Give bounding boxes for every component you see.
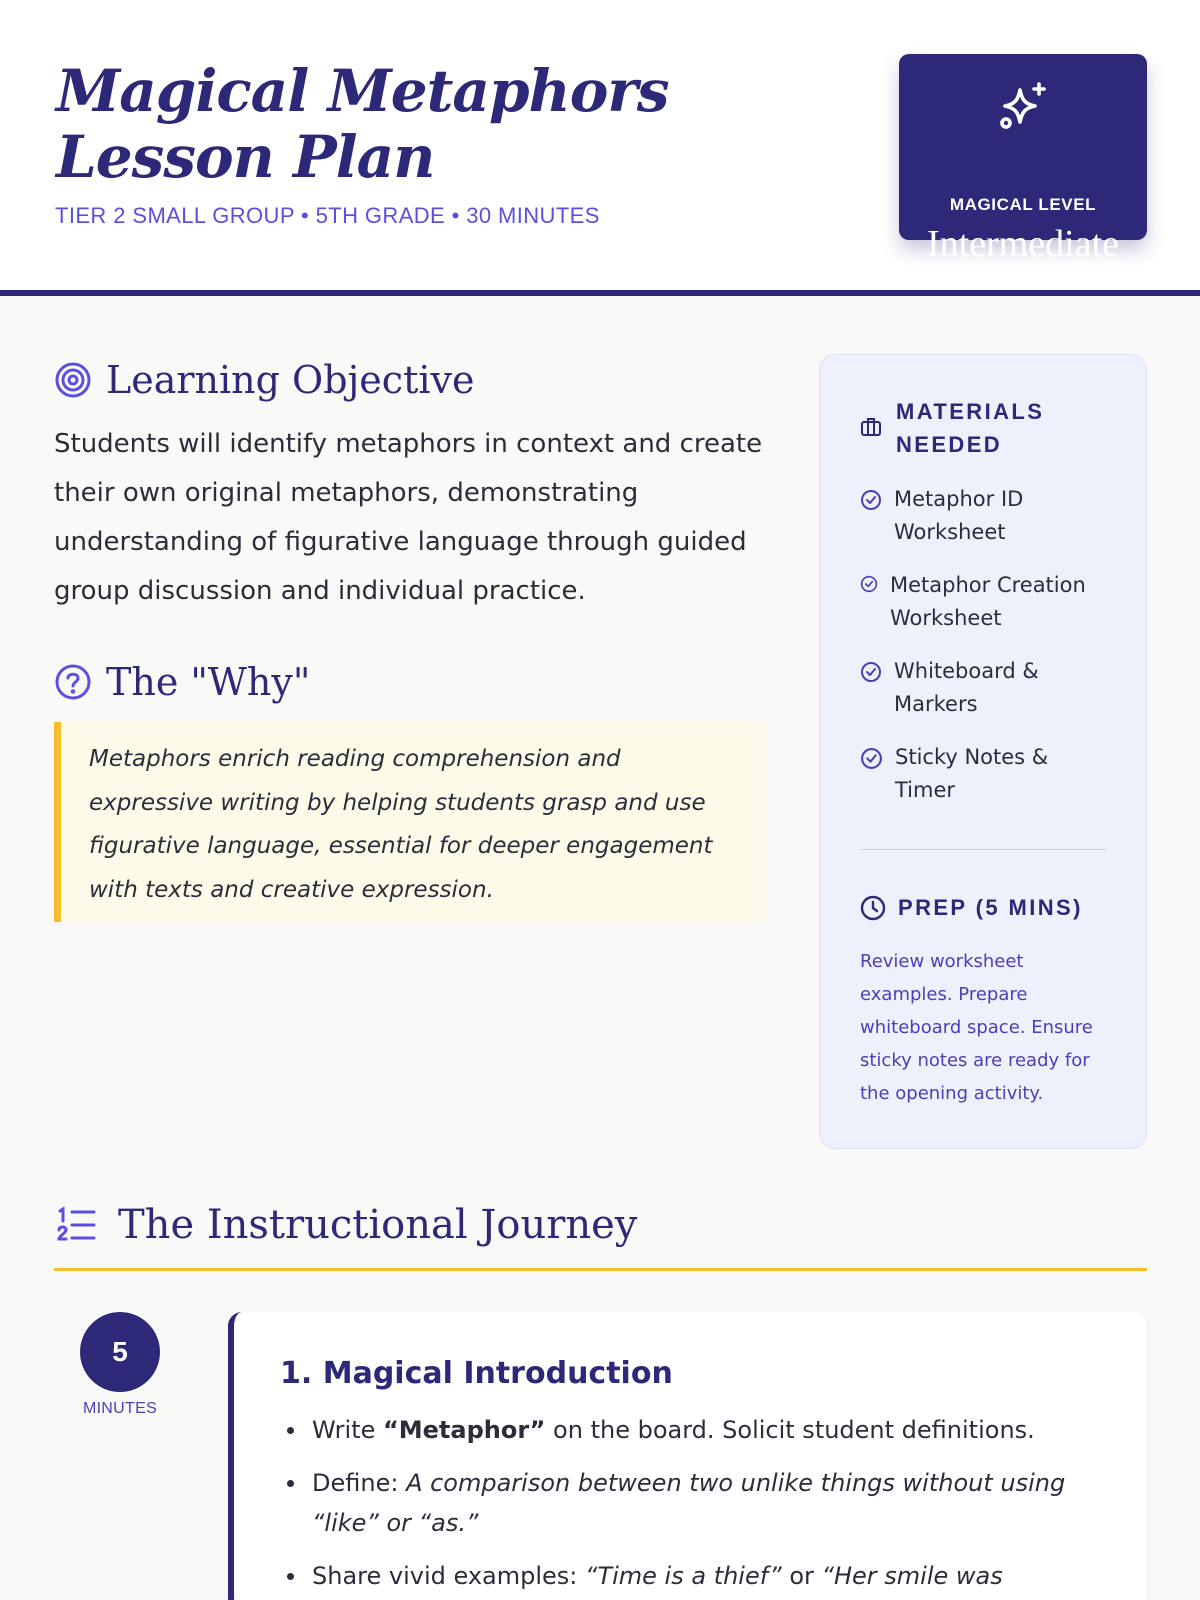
objective-heading-text: Learning Objective (106, 358, 475, 402)
objective-heading (54, 358, 474, 402)
journey-divider (54, 1268, 1147, 1271)
bullet-text: or (781, 1562, 822, 1590)
material-item (860, 569, 1110, 635)
bullet-text: Define: (312, 1469, 407, 1497)
briefcase-icon (860, 416, 882, 438)
why-callout (54, 722, 766, 922)
step-bullet (280, 1556, 1120, 1596)
sparkles-icon (995, 78, 1051, 134)
step-minutes-badge (80, 1312, 160, 1392)
materials-sidebar (819, 354, 1147, 1149)
objective-text: Students will identify metaphors in context and create their own original metaphors, demonstrating understanding of figurative language through guided group discussion and individual practice. (54, 429, 763, 606)
page-title: Magical Metaphors Lesson Plan (56, 57, 669, 191)
why-heading (54, 660, 310, 704)
step-bullet (280, 1463, 1120, 1543)
journey-heading (54, 1202, 637, 1248)
bullet-example: “Time is a thief” (585, 1562, 782, 1590)
sidebar-divider (860, 849, 1106, 850)
why-text: Metaphors enrich reading comprehension and expressive writing by helping students grasp and use figurative language, essential for deeper engagement with texts and creative expression. (89, 746, 713, 903)
material-item-label: Metaphor Creation Worksheet (890, 573, 1086, 630)
material-item (860, 741, 1075, 807)
check-circle-icon (860, 661, 882, 683)
prep-text: Review worksheet examples. Prepare whiteboard space. Ensure sticky notes are ready for the opening activity. (860, 951, 1093, 1104)
material-item-label: Sticky Notes & Timer (895, 745, 1049, 802)
bullet-text: on the board. Solicit student definitions. (545, 1416, 1035, 1444)
target-icon (54, 361, 92, 399)
material-item (860, 655, 1074, 721)
material-item (860, 483, 1074, 549)
page-subtitle: TIER 2 SMALL GROUP • 5TH GRADE • 30 MINUTES (55, 203, 600, 228)
check-circle-icon (860, 489, 882, 511)
why-heading-text: The "Why" (106, 660, 311, 704)
step-title: 1. Magical Introduction (280, 1356, 673, 1391)
step-minutes-value: 5 (112, 1336, 128, 1367)
level-label: MAGICAL LEVEL (949, 195, 1097, 214)
prep-heading (860, 891, 1083, 924)
materials-heading (860, 395, 1080, 461)
page-header (0, 0, 1200, 296)
bullet-text: Write (312, 1416, 383, 1444)
journey-heading-text: The Instructional Journey (118, 1202, 638, 1248)
materials-heading-text: MATERIALS NEEDED (896, 399, 1045, 457)
step-minutes-label: MINUTES (82, 1400, 158, 1417)
material-item-label: Metaphor ID Worksheet (894, 487, 1024, 544)
step-card (228, 1312, 1147, 1600)
step-bullet (280, 1410, 1120, 1450)
bullet-text: Share vivid examples: (312, 1562, 586, 1590)
prep-heading-text: PREP (5 MINS) (898, 895, 1083, 920)
step-bullet-list (280, 1410, 1120, 1600)
bullet-definition: A comparison between two unlike things without using “like” or “as.” (312, 1469, 1066, 1537)
numbered-list-icon (54, 1205, 98, 1245)
level-value: Intermediate (926, 223, 1119, 265)
magical-level-card (899, 54, 1147, 265)
material-item-label: Whiteboard & Markers (894, 659, 1039, 716)
bullet-example: “Her smile was (821, 1562, 1003, 1590)
check-circle-icon (860, 747, 883, 770)
question-circle-icon (54, 663, 92, 701)
clock-icon (860, 895, 886, 921)
bullet-emphasis: “Metaphor” (383, 1416, 546, 1444)
check-circle-icon (860, 575, 878, 593)
